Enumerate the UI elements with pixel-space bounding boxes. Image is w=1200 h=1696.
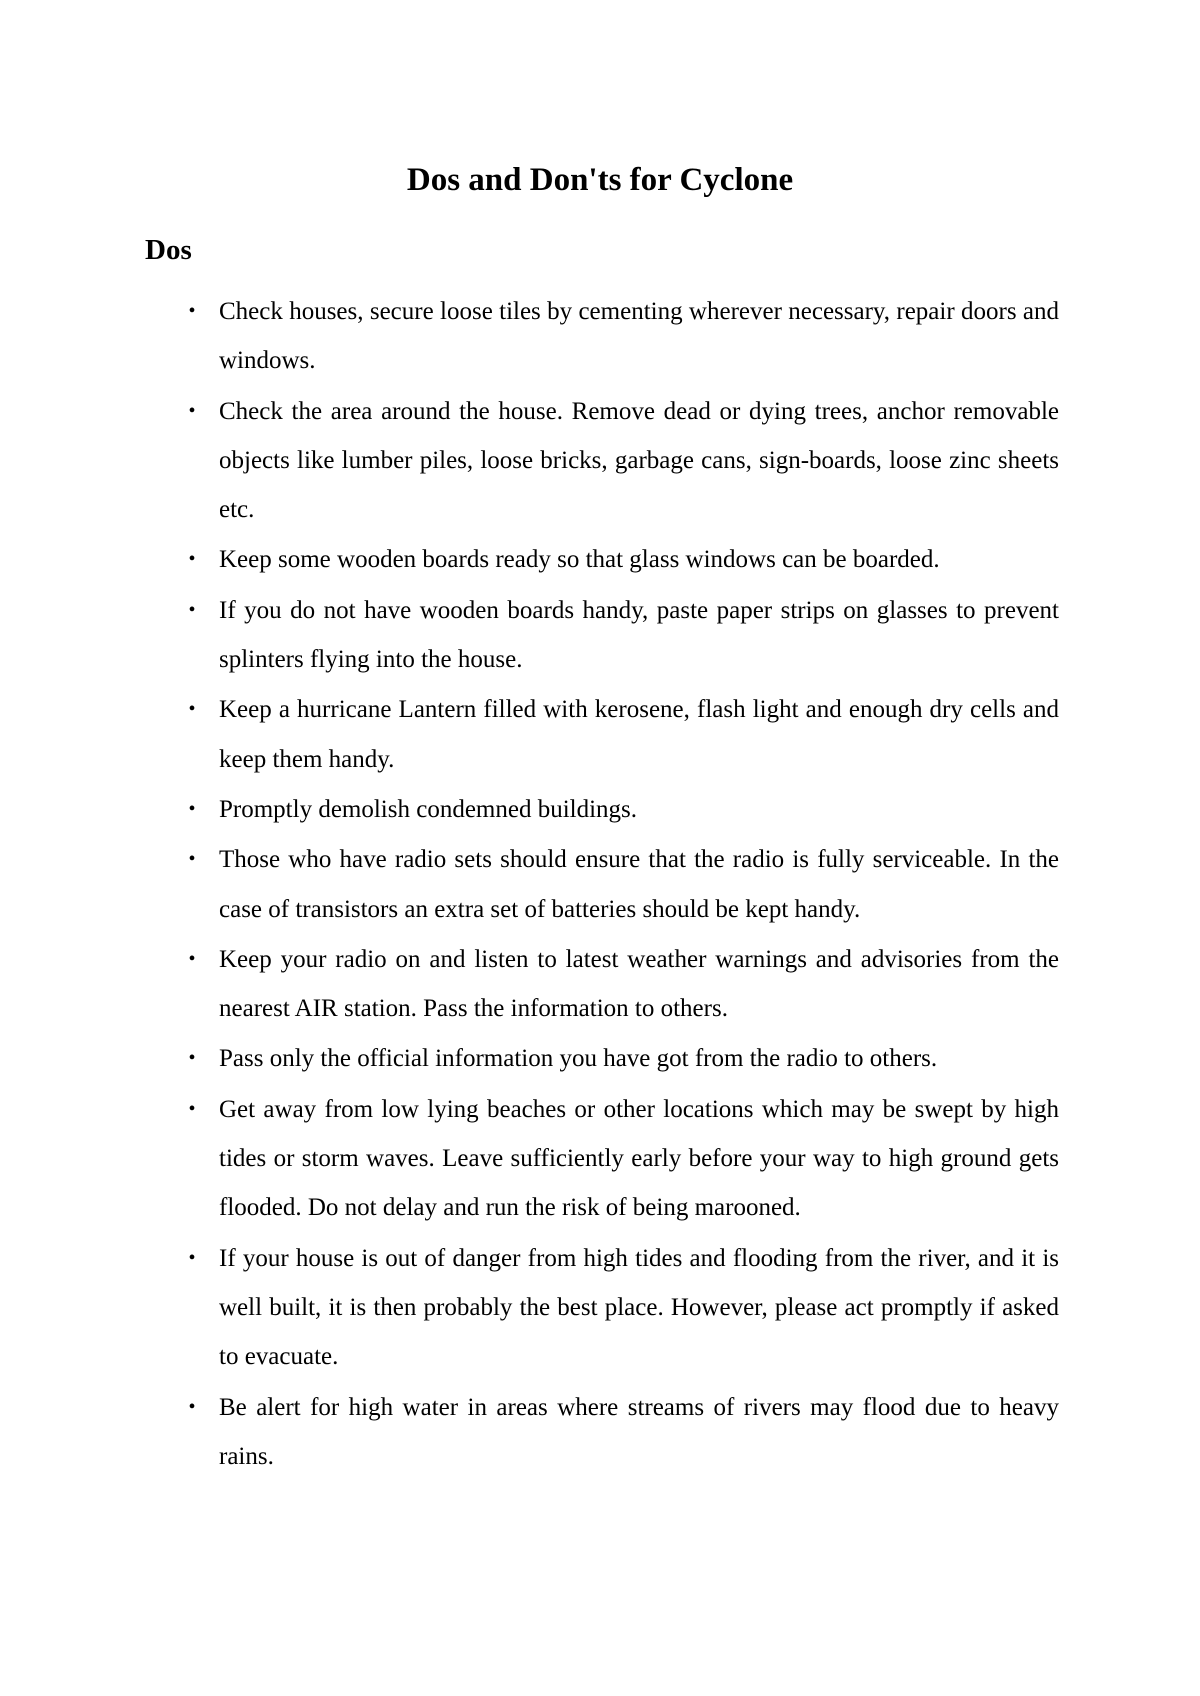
list-item (188, 535, 1059, 584)
bullet-icon: • (188, 848, 196, 871)
list-item-text: If your house is out of danger from high tides and flooding from the river, and it is well built, it is then probably the best place. However, please act promptly if asked to evacuate. (219, 1244, 1059, 1371)
list-item (188, 1085, 1059, 1233)
bullet-icon: • (188, 598, 196, 621)
bullet-icon: • (188, 698, 196, 721)
list-item (188, 1034, 1059, 1083)
list-item-text: Check the area around the house. Remove dead or dying trees, anchor removable objects like lumber piles, loose bricks, garbage cans, sign-boards, loose zinc sheets etc. (219, 397, 1059, 524)
bullet-icon: • (188, 1047, 196, 1070)
bullet-icon: • (188, 1097, 196, 1120)
list-item-text: Promptly demolish condemned buildings. (219, 795, 638, 823)
list-item-text: If you do not have wooden boards handy, paste paper strips on glasses to prevent splinters flying into the house. (219, 596, 1059, 674)
list-item-text: Be alert for high water in areas where streams of rivers may flood due to heavy rains. (219, 1393, 1059, 1470)
list-item (188, 586, 1059, 685)
list-item-text: Keep your radio on and listen to latest weather warnings and advisories from the nearest AIR station. Pass the information to others. (219, 945, 1059, 1023)
bullet-icon: • (188, 300, 196, 322)
bullet-icon: • (188, 947, 196, 970)
list-item (188, 685, 1059, 784)
list-item (188, 935, 1059, 1034)
list-item (188, 1383, 1059, 1482)
list-item (188, 1234, 1059, 1382)
list-item-text: Keep a hurricane Lantern filled with kerosene, flash light and enough dry cells and keep them handy. (219, 696, 1059, 773)
bullet-icon: • (188, 1246, 196, 1269)
list-item (188, 835, 1059, 934)
page-title: Dos and Don'ts for Cyclone (406, 162, 794, 198)
bullet-icon: • (188, 548, 196, 571)
list-item (188, 387, 1059, 535)
list-item (188, 287, 1059, 386)
list-item-text: Check houses, secure loose tiles by cementing wherever necessary, repair doors and windows. (219, 298, 1059, 375)
bullet-icon: • (188, 1395, 196, 1418)
list-item (188, 785, 1059, 834)
list-item-text: Keep some wooden boards ready so that glass windows can be boarded. (219, 546, 940, 574)
bullet-icon: • (188, 399, 196, 422)
list-item-text: Get away from low lying beaches or other locations which may be swept by high tides or storm waves. Leave sufficiently early before your way to high ground gets flooded. Do not delay and run the risk of being marooned. (219, 1095, 1059, 1222)
bullet-icon: • (188, 797, 196, 820)
dos-list (188, 287, 1059, 1482)
list-item-text: Pass only the official information you have got from the radio to others. (219, 1045, 938, 1073)
list-item-text: Those who have radio sets should ensure that the radio is fully serviceable. In the case of transistors an extra set of batteries should be kept handy. (219, 846, 1059, 923)
section-heading-dos: Dos (145, 234, 192, 266)
